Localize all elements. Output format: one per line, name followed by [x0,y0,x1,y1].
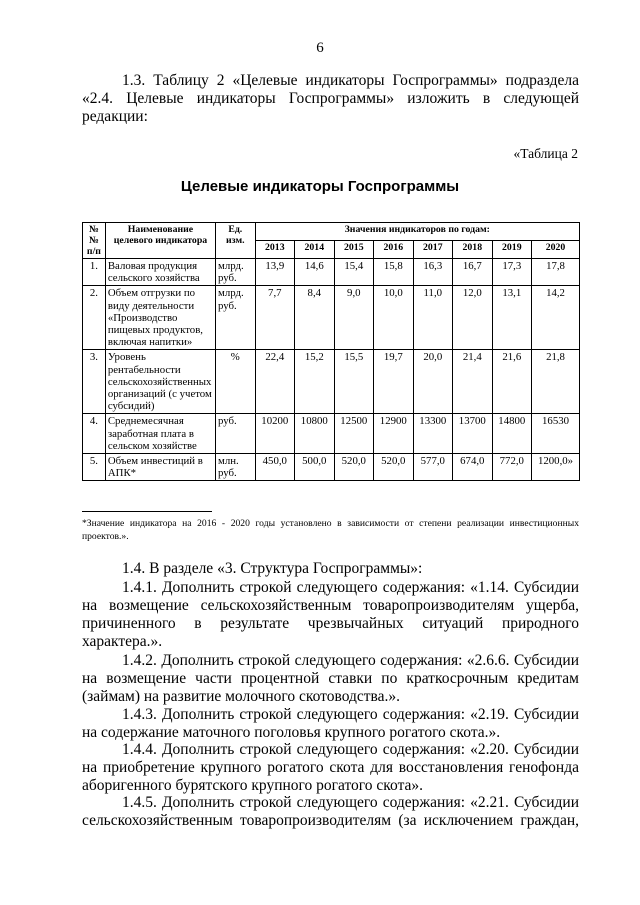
row-name: Объем отгрузки по виду деятельности «Производство пищевых продуктов, включая напитки» [105,286,215,350]
page-number: 6 [316,40,324,56]
row-value: 12,0 [453,286,493,350]
row-name: Объем инвестиций в АПК* [105,454,215,481]
table-row [83,350,580,414]
row-num: 3. [83,350,106,414]
row-value: 520,0 [374,454,414,481]
row-value: 520,0 [334,454,374,481]
row-unit: % [216,350,256,414]
row-value: 21,6 [492,350,532,414]
row-value: 577,0 [413,454,453,481]
row-value: 13,1 [492,286,532,350]
row-value: 15,8 [374,259,414,286]
header-unit: Ед. изм. [216,223,256,259]
footnote-divider [82,511,212,512]
row-value: 14,2 [532,286,580,350]
table-row [83,414,580,454]
row-value: 15,4 [334,259,374,286]
row-value: 22,4 [255,350,295,414]
header-year: 2014 [295,241,335,259]
row-value: 16,7 [453,259,493,286]
row-value: 10,0 [374,286,414,350]
item-1-4-5: 1.4.5. Дополнить строкой следующего содержания: «2.21. Субсидии сельскохозяйственным товаропроизводителям (за исключением граждан, [82,794,579,829]
footnote: *Значение индикатора на 2016 - 2020 годы установлено в зависимости от степени реализации инвестиционных проектов.». [82,518,579,542]
row-value: 12500 [334,414,374,454]
row-value: 10800 [295,414,335,454]
row-num: 4. [83,414,106,454]
row-value: 8,4 [295,286,335,350]
row-unit: млрд. руб. [216,286,256,350]
row-value: 9,0 [334,286,374,350]
row-unit: млн. руб. [216,454,256,481]
row-value: 1200,0» [532,454,580,481]
row-value: 500,0 [295,454,335,481]
row-name: Уровень рентабельности сельскохозяйственных организаций (с учетом субсидий) [105,350,215,414]
header-year: 2018 [453,241,493,259]
item-1-4-4: 1.4.4. Дополнить строкой следующего содержания: «2.20. Субсидии на приобретение крупного рогатого скота для восстановления генофонда аборигенного бурятского крупного рогатого скота». [82,741,579,794]
section-heading: 1.4. В разделе «3. Структура Госпрограммы»: [122,560,423,577]
row-name: Валовая продукция сельского хозяйства [105,259,215,286]
header-year: 2015 [334,241,374,259]
header-values-group: Значения индикаторов по годам: [255,223,579,241]
row-num: 2. [83,286,106,350]
item-1-4-3: 1.4.3. Дополнить строкой следующего содержания: «2.19. Субсидии на содержание маточного поголовья крупного рогатого скота.». [82,706,579,741]
row-value: 13,9 [255,259,295,286]
row-value: 7,7 [255,286,295,350]
header-name: Наименование целевого индикатора [105,223,215,259]
row-value: 674,0 [453,454,493,481]
row-value: 21,4 [453,350,493,414]
item-1-4-2: 1.4.2. Дополнить строкой следующего содержания: «2.6.6. Субсидии на возмещение части процентной ставки по краткосрочным кредитам (займам) на развитие молочного скотоводства.». [82,652,579,705]
row-value: 16,3 [413,259,453,286]
table-title: Целевые индикаторы Госпрограммы [180,178,460,195]
header-year: 2020 [532,241,580,259]
header-year: 2013 [255,241,295,259]
header-year: 2017 [413,241,453,259]
row-value: 19,7 [374,350,414,414]
table-row [83,286,580,350]
row-unit: руб. [216,414,256,454]
row-value: 15,5 [334,350,374,414]
table-label: «Таблица 2 [513,146,578,161]
row-value: 14,6 [295,259,335,286]
row-value: 11,0 [413,286,453,350]
table-row [83,454,580,481]
item-1-4-1: 1.4.1. Дополнить строкой следующего содержания: «1.14. Субсидии на возмещение сельскохозяйственным товаропроизводителям ущерба, причиненного в результате чрезвычайных ситуаций природного характера.». [82,579,579,650]
row-value: 13300 [413,414,453,454]
row-value: 772,0 [492,454,532,481]
row-value: 13700 [453,414,493,454]
table-row [83,259,580,286]
header-year: 2016 [374,241,414,259]
row-value: 17,3 [492,259,532,286]
header-num: №№ п/п [83,223,106,259]
indicators-table [82,222,580,481]
header-year: 2019 [492,241,532,259]
intro-paragraph: 1.3. Таблицу 2 «Целевые индикаторы Госпрограммы» подраздела «2.4. Целевые индикаторы Госпрограммы» изложить в следующей редакции: [82,72,579,125]
row-value: 15,2 [295,350,335,414]
row-value: 14800 [492,414,532,454]
row-value: 12900 [374,414,414,454]
row-num: 5. [83,454,106,481]
row-value: 20,0 [413,350,453,414]
row-name: Среднемесячная заработная плата в сельском хозяйстве [105,414,215,454]
row-unit: млрд. руб. [216,259,256,286]
row-value: 450,0 [255,454,295,481]
row-value: 16530 [532,414,580,454]
row-value: 10200 [255,414,295,454]
row-num: 1. [83,259,106,286]
row-value: 21,8 [532,350,580,414]
row-value: 17,8 [532,259,580,286]
